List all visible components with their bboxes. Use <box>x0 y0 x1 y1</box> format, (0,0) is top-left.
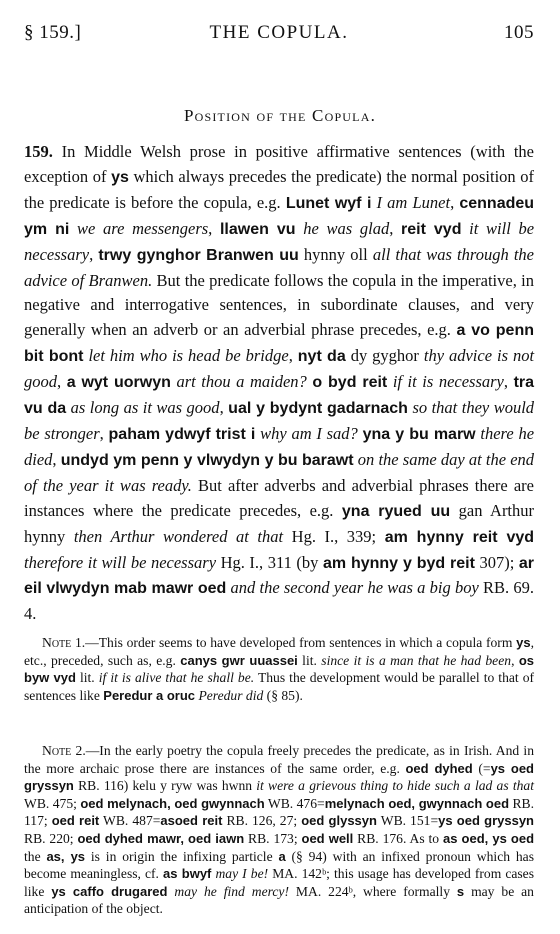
section-heading: Position of the Copula. <box>183 106 377 125</box>
welsh-term: a <box>278 848 286 864</box>
text-run: , etc., preceded, such as, e.g. <box>24 635 534 668</box>
welsh-term: am hynny reit vyd <box>384 528 535 546</box>
text-run: (§ 85). <box>263 687 303 703</box>
english-gloss: since it is a man that he had been <box>321 652 512 668</box>
english-gloss: it were a grievous thing to hide such a lad as that <box>256 778 534 794</box>
welsh-term: oed dyhed <box>405 760 473 776</box>
english-gloss: Peredur did <box>198 687 264 703</box>
welsh-term: o byd reit <box>312 374 388 392</box>
welsh-term: as, ys <box>46 848 86 864</box>
text-run: RB. 117; <box>24 795 535 829</box>
text-run: , <box>503 372 514 392</box>
text-run: MA. 224ᵇ, where formally <box>289 883 457 899</box>
welsh-term: as bwyf <box>163 866 212 882</box>
welsh-term: oed melynach, oed gwynnach <box>80 795 265 811</box>
text-run: RB. 116) kelu y ryw was hwnn <box>73 778 257 794</box>
welsh-term: trwy gynghor Branwen uu <box>98 246 299 264</box>
welsh-term: ys <box>516 635 531 650</box>
welsh-term: ar eil vlwydyn mab mawr oed <box>24 554 535 598</box>
welsh-term: as oed, ys oed <box>442 830 535 846</box>
english-gloss: if it is alive that he shall be. <box>98 670 255 686</box>
welsh-term: os byw vyd <box>24 652 535 686</box>
text-run: But the predicate follows the copula in the imperative, in negative and interrogative sentences, in subordinate clauses, and very generally when an adverb or an adverbial phrase precedes, e.g. <box>24 270 534 340</box>
english-gloss: he was glad <box>303 218 390 238</box>
welsh-term: ys caffo drugared <box>51 883 168 899</box>
text-run: WB. 476= <box>264 795 325 811</box>
english-gloss: and the second year he was a big boy <box>230 578 479 598</box>
english-gloss: if it is necessary <box>392 372 504 392</box>
text-run: lit. <box>297 652 322 668</box>
text-run: lit. <box>75 670 99 686</box>
welsh-term: oed glyssyn <box>301 813 377 829</box>
welsh-term: ys oed gryssyn <box>24 760 535 794</box>
text-run: , <box>511 652 519 668</box>
text-run: dy gyghor <box>345 346 424 366</box>
english-gloss: therefore it will be necessary <box>24 552 217 572</box>
english-gloss: as long as it was good <box>70 398 220 418</box>
text-run: may be an anticipation of the object. <box>24 883 534 917</box>
text-run: , <box>99 423 109 443</box>
welsh-term: ys <box>111 168 129 186</box>
welsh-term: oed reit <box>51 813 100 829</box>
text-run: , <box>208 218 220 238</box>
welsh-term: Lunet wyf i <box>285 194 372 212</box>
note-label: Note 2 <box>42 743 83 758</box>
page-number: 105 <box>504 22 534 43</box>
text-run: (= <box>472 760 491 776</box>
english-gloss: all that was through the advice of Branwen. <box>24 244 535 290</box>
text-run: RB. 220; <box>24 830 78 846</box>
welsh-term: llawen vu <box>219 220 296 238</box>
welsh-term: oed dyhed mawr, oed iawn <box>77 830 245 846</box>
english-gloss: let him who is head be bridge <box>88 346 289 366</box>
text-run: MA. 142ᵇ; this usage has developed from cases like <box>24 866 535 899</box>
text-run: WB. 151= <box>376 813 439 829</box>
footnote-2 <box>24 742 534 918</box>
english-gloss: on the same day at the end of the year it was ready. <box>24 449 535 495</box>
text-run: which always precedes the predicate) the normal position of the predicate is before the copula, e.g. <box>24 166 534 212</box>
welsh-term: oed well <box>301 830 354 846</box>
welsh-term: canys gwr uuassei <box>180 652 298 668</box>
welsh-term: a wyt uorwyn <box>66 374 171 392</box>
welsh-term: melynach oed, gwynnach oed <box>324 795 510 811</box>
welsh-term: Peredur a oruc <box>103 687 196 703</box>
note-label: Note 1 <box>42 635 82 650</box>
welsh-term: tra vu da <box>24 374 535 418</box>
running-title: THE COPULA. <box>209 22 349 43</box>
text-run: RB. 173; <box>244 830 302 846</box>
text-run: , <box>219 398 229 418</box>
text-run: 307); <box>474 552 519 572</box>
text-run: hynny oll <box>298 244 373 264</box>
running-header <box>24 22 534 46</box>
text-run: WB. 475; <box>24 795 81 811</box>
welsh-term: am hynny y byd reit <box>322 554 475 572</box>
text-run: , <box>57 372 67 392</box>
section-number: 159. <box>24 142 53 161</box>
welsh-term: a vo penn bit bont <box>24 322 534 366</box>
text-run: In Middle Welsh prose in positive affirmative sentences (with the exception of <box>24 142 534 186</box>
text-run: RB. 176. As to <box>353 830 443 846</box>
welsh-term: yna ryued uu <box>341 502 451 520</box>
text-run: , <box>389 218 402 238</box>
text-run: , <box>52 449 61 469</box>
english-gloss: may he find mercy! <box>174 883 289 899</box>
text-run: the <box>24 848 47 864</box>
text-run: RB. 126, 27; <box>222 813 302 829</box>
text-run: WB. 487= <box>99 813 161 829</box>
welsh-term: yna y bu marw <box>362 425 476 443</box>
text-run: Thus the development would be parallel to that of sentences like <box>24 670 535 703</box>
text-run: , <box>89 244 99 264</box>
welsh-term: nyt da <box>297 348 346 366</box>
text-run: Hg. I., 339; <box>283 526 385 546</box>
welsh-term: paham ydwyf trist i <box>108 425 256 443</box>
text-run: , <box>288 346 298 366</box>
main-paragraph <box>24 140 534 627</box>
text-run: is in origin the infixing particle <box>85 848 279 864</box>
text-run: .—In the early poetry the copula freely precedes the predicate, as in Irish. And in the more archaic prose there are instances of the same order, e.g. <box>24 743 534 776</box>
english-gloss: we are messengers <box>77 218 209 238</box>
welsh-term: undyd ym penn y vlwydyn y bu barawt <box>60 451 354 469</box>
english-gloss: it will be necessary <box>24 218 535 264</box>
text-run: Hg. I., 311 (by <box>216 552 323 572</box>
english-gloss: art thou a maiden? <box>176 372 307 392</box>
welsh-term: asoed reit <box>160 813 223 829</box>
english-gloss: so that they would be stronger <box>24 398 535 443</box>
english-gloss: I am Lunet <box>376 192 451 212</box>
welsh-term: ys oed gryssyn <box>438 813 534 829</box>
welsh-term: cennadeu ym ni <box>24 194 535 238</box>
welsh-term: reit vyd <box>401 220 462 238</box>
welsh-term: ual y bydynt gadarnach <box>228 400 408 418</box>
english-gloss: there he died <box>24 423 535 469</box>
text-run <box>69 219 77 238</box>
text-run: , <box>450 192 460 212</box>
text-run: .—This order seems to have developed from sentences in which a copula form <box>81 635 517 650</box>
english-gloss: thy advice is not good <box>24 346 535 392</box>
welsh-term: s <box>456 883 465 899</box>
english-gloss: may I be! <box>215 866 269 882</box>
english-gloss: why am I sad? <box>260 423 358 443</box>
text-run: (§ 94) with an infixed pronoun which has become meaningless, cf. <box>24 848 534 882</box>
text-run: RB. 69. 4. <box>24 578 535 624</box>
text-run: gan Arthur hynny <box>24 500 535 546</box>
english-gloss: then Arthur wondered at that <box>73 526 284 546</box>
text-run: But after adverbs and adverbial phrases there are instances where the predicate precedes, e.g. <box>24 475 535 520</box>
section-reference: § 159.] <box>24 22 82 43</box>
footnote-1 <box>24 634 534 704</box>
